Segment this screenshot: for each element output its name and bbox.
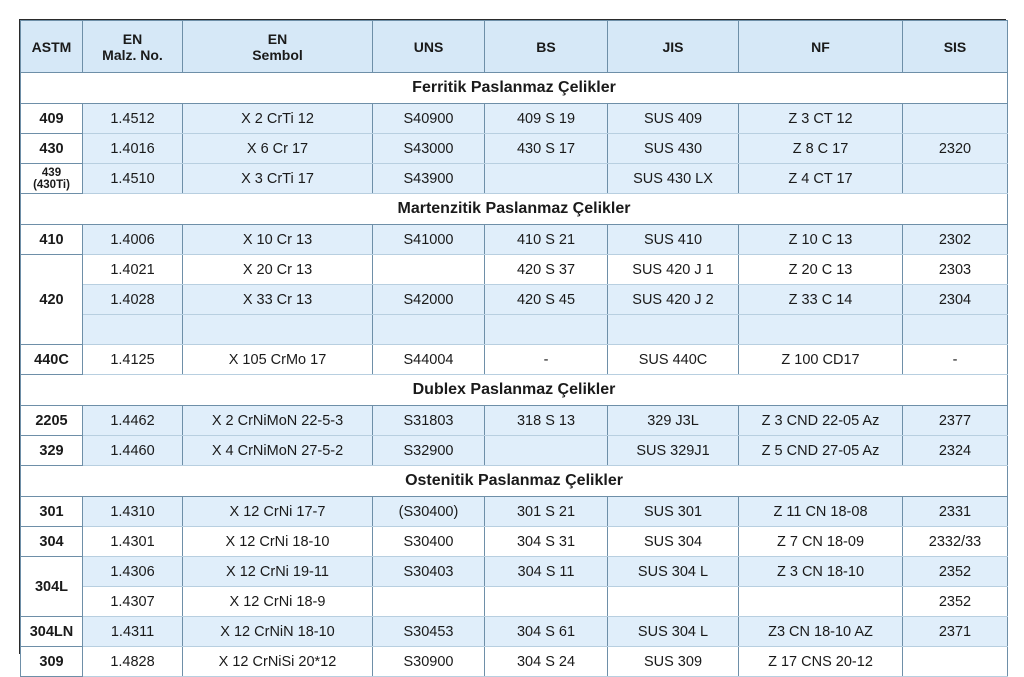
cell: X 3 CrTi 17 [183,164,373,194]
cell: X 20 Cr 13 [183,255,373,285]
cell: 430 S 17 [485,134,608,164]
cell: 1.4021 [83,255,183,285]
cell: Z 11 CN 18-08 [739,497,903,527]
cell [608,587,739,617]
table-row [21,406,1008,436]
cell: 1.4306 [83,557,183,587]
cell: Z 5 CND 27-05 Az [739,436,903,466]
cell: 2377 [903,406,1008,436]
cell: S31803 [373,406,485,436]
cell [739,587,903,617]
cell: SUS 329J1 [608,436,739,466]
cell: (S30400) [373,497,485,527]
section-title-row [21,194,1008,225]
astm-cell: 304L [21,557,83,617]
cell [903,104,1008,134]
section-title-row [21,466,1008,497]
header-en-symbol: EN Sembol [183,21,373,73]
cell: 420 S 37 [485,255,608,285]
table-row [21,557,1008,587]
astm-cell: 329 [21,436,83,466]
header-nf: NF [739,21,903,73]
cell: 410 S 21 [485,225,608,255]
cell: 1.4006 [83,225,183,255]
cell: S40900 [373,104,485,134]
astm-cell: 410 [21,225,83,255]
cell: Z 8 C 17 [739,134,903,164]
cell: X 6 Cr 17 [183,134,373,164]
cell: S32900 [373,436,485,466]
cell: S30400 [373,527,485,557]
section-title-row [21,73,1008,104]
cell: X 12 CrNi 18-9 [183,587,373,617]
cell: 2303 [903,255,1008,285]
cell: X 2 CrTi 12 [183,104,373,134]
cell: Z 3 CND 22-05 Az [739,406,903,436]
cell: 1.4460 [83,436,183,466]
cell: SUS 309 [608,647,739,677]
cell: S30453 [373,617,485,647]
cell [485,436,608,466]
cell: S42000 [373,285,485,315]
cell: 1.4310 [83,497,183,527]
cell: 1.4016 [83,134,183,164]
cell: X 4 CrNiMoN 27-5-2 [183,436,373,466]
cell [183,315,373,345]
section-title-row [21,375,1008,406]
cell: Z 7 CN 18-09 [739,527,903,557]
cell: S43900 [373,164,485,194]
cell: X 33 Cr 13 [183,285,373,315]
cell: - [485,345,608,375]
cell: S30900 [373,647,485,677]
cell: X 12 CrNi 18-10 [183,527,373,557]
header-bs: BS [485,21,608,73]
cell: X 12 CrNiN 18-10 [183,617,373,647]
table-row-empty [21,315,1008,345]
section-title-martenzitik: Martenzitik Paslanmaz Çelikler [21,194,1008,225]
cell: 420 S 45 [485,285,608,315]
table-row [21,285,1008,315]
astm-cell: 304LN [21,617,83,647]
cell: Z 3 CN 18-10 [739,557,903,587]
cell: 2304 [903,285,1008,315]
table-row [21,225,1008,255]
cell: Z 33 C 14 [739,285,903,315]
cell: 2320 [903,134,1008,164]
cell: X 105 CrMo 17 [183,345,373,375]
cell: X 12 CrNiSi 20*12 [183,647,373,677]
cell: 304 S 31 [485,527,608,557]
cell: S44004 [373,345,485,375]
cell: 409 S 19 [485,104,608,134]
cell [373,315,485,345]
table-row [21,527,1008,557]
cell: 1.4510 [83,164,183,194]
cell: 2332/33 [903,527,1008,557]
cell: SUS 304 L [608,557,739,587]
cell [485,164,608,194]
cell [903,315,1008,345]
astm-cell: 439 (430Ti) [21,164,83,194]
section-title-ferritik: Ferritik Paslanmaz Çelikler [21,73,1008,104]
cell: SUS 409 [608,104,739,134]
cell: 304 S 61 [485,617,608,647]
table-row [21,255,1008,285]
cell: Z3 CN 18-10 AZ [739,617,903,647]
cell: 301 S 21 [485,497,608,527]
cell: SUS 304 L [608,617,739,647]
cell: X 12 CrNi 19-11 [183,557,373,587]
steel-equivalence-table-frame [19,19,1006,670]
astm-cell: 420 [21,255,83,345]
section-title-ostenitik: Ostenitik Paslanmaz Çelikler [21,466,1008,497]
cell: Z 3 CT 12 [739,104,903,134]
cell: SUS 301 [608,497,739,527]
table-row [21,104,1008,134]
cell: X 10 Cr 13 [183,225,373,255]
table-row [21,617,1008,647]
astm-cell: 409 [21,104,83,134]
header-jis: JIS [608,21,739,73]
cell: Z 100 CD17 [739,345,903,375]
cell: 2371 [903,617,1008,647]
cell [83,315,183,345]
cell [608,315,739,345]
cell: X 2 CrNiMoN 22-5-3 [183,406,373,436]
cell: 1.4462 [83,406,183,436]
table-row [21,497,1008,527]
cell: SUS 430 LX [608,164,739,194]
cell: SUS 420 J 2 [608,285,739,315]
astm-cell: 309 [21,647,83,677]
cell: SUS 440C [608,345,739,375]
section-title-dublex: Dublex Paslanmaz Çelikler [21,375,1008,406]
astm-cell: 430 [21,134,83,164]
cell: 1.4512 [83,104,183,134]
cell: Z 10 C 13 [739,225,903,255]
cell: 2324 [903,436,1008,466]
cell: Z 4 CT 17 [739,164,903,194]
cell: X 12 CrNi 17-7 [183,497,373,527]
cell: 2352 [903,587,1008,617]
cell: SUS 304 [608,527,739,557]
astm-cell: 440C [21,345,83,375]
header-row [21,21,1008,73]
cell: 304 S 24 [485,647,608,677]
header-astm: ASTM [21,21,83,73]
header-uns: UNS [373,21,485,73]
header-en-material-no: EN Malz. No. [83,21,183,73]
cell: - [903,345,1008,375]
table-row [21,134,1008,164]
table-row [21,345,1008,375]
table-row [21,436,1008,466]
cell: 2352 [903,557,1008,587]
table-row [21,164,1008,194]
cell: 1.4828 [83,647,183,677]
cell: 1.4028 [83,285,183,315]
table-row [21,587,1008,617]
cell: SUS 430 [608,134,739,164]
cell: SUS 420 J 1 [608,255,739,285]
cell: 318 S 13 [485,406,608,436]
cell: Z 17 CNS 20-12 [739,647,903,677]
astm-cell: 301 [21,497,83,527]
cell [903,647,1008,677]
cell: 1.4301 [83,527,183,557]
cell [485,587,608,617]
cell: 329 J3L [608,406,739,436]
header-sis: SIS [903,21,1008,73]
cell: 1.4307 [83,587,183,617]
cell [373,255,485,285]
cell: 304 S 11 [485,557,608,587]
cell [373,587,485,617]
cell: 1.4125 [83,345,183,375]
cell: 2302 [903,225,1008,255]
cell: S43000 [373,134,485,164]
table-row [21,647,1008,677]
cell: S30403 [373,557,485,587]
astm-cell: 2205 [21,406,83,436]
cell [485,315,608,345]
cell: SUS 410 [608,225,739,255]
cell: 1.4311 [83,617,183,647]
cell [739,315,903,345]
steel-equivalence-table [20,20,1008,677]
astm-cell: 304 [21,527,83,557]
cell: 2331 [903,497,1008,527]
cell [903,164,1008,194]
cell: Z 20 C 13 [739,255,903,285]
cell: S41000 [373,225,485,255]
